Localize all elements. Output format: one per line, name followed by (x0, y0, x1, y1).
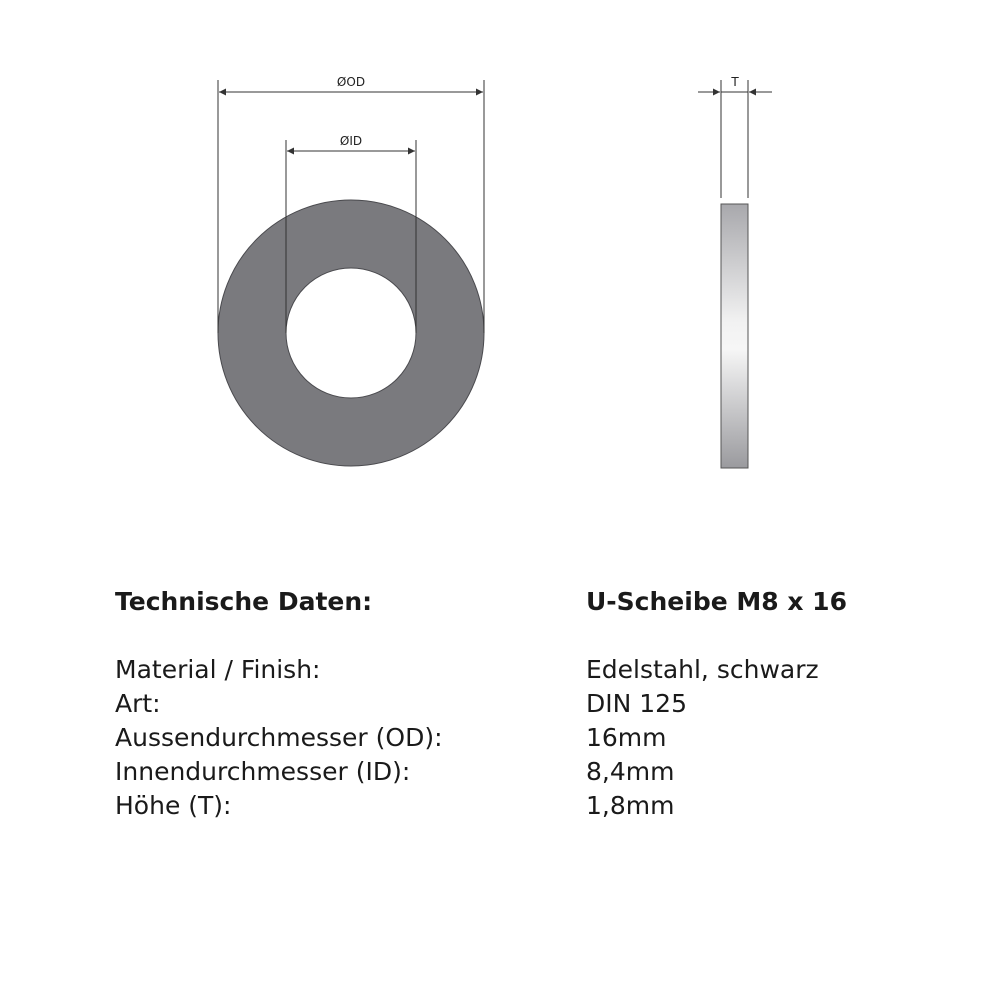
od-label: ØOD (336, 75, 366, 89)
spec-value: 16mm (586, 723, 667, 752)
spec-value: 1,8mm (586, 791, 675, 820)
spec-row-material (115, 653, 915, 687)
id-label: ØID (339, 134, 363, 148)
t-label: T (731, 75, 739, 89)
washer-front-view (218, 200, 484, 466)
technical-data-table (115, 585, 915, 823)
spec-label: Höhe (T): (115, 791, 232, 820)
washer-side-view (721, 204, 748, 468)
spec-label: Art: (115, 689, 161, 718)
spec-value: Edelstahl, schwarz (586, 655, 819, 684)
spec-label: Innendurchmesser (ID): (115, 757, 411, 786)
spec-value: 8,4mm (586, 757, 675, 786)
spec-header-row (115, 585, 915, 619)
spec-header-label: Technische Daten: (115, 587, 373, 616)
spec-row-type (115, 687, 915, 721)
spec-header-value: U-Scheibe M8 x 16 (586, 587, 847, 616)
spec-label: Aussendurchmesser (OD): (115, 723, 443, 752)
spec-row-height (115, 789, 915, 823)
spec-row-outer-diameter (115, 721, 915, 755)
spec-row-inner-diameter (115, 755, 915, 789)
spec-value: DIN 125 (586, 689, 687, 718)
spec-label: Material / Finish: (115, 655, 321, 684)
